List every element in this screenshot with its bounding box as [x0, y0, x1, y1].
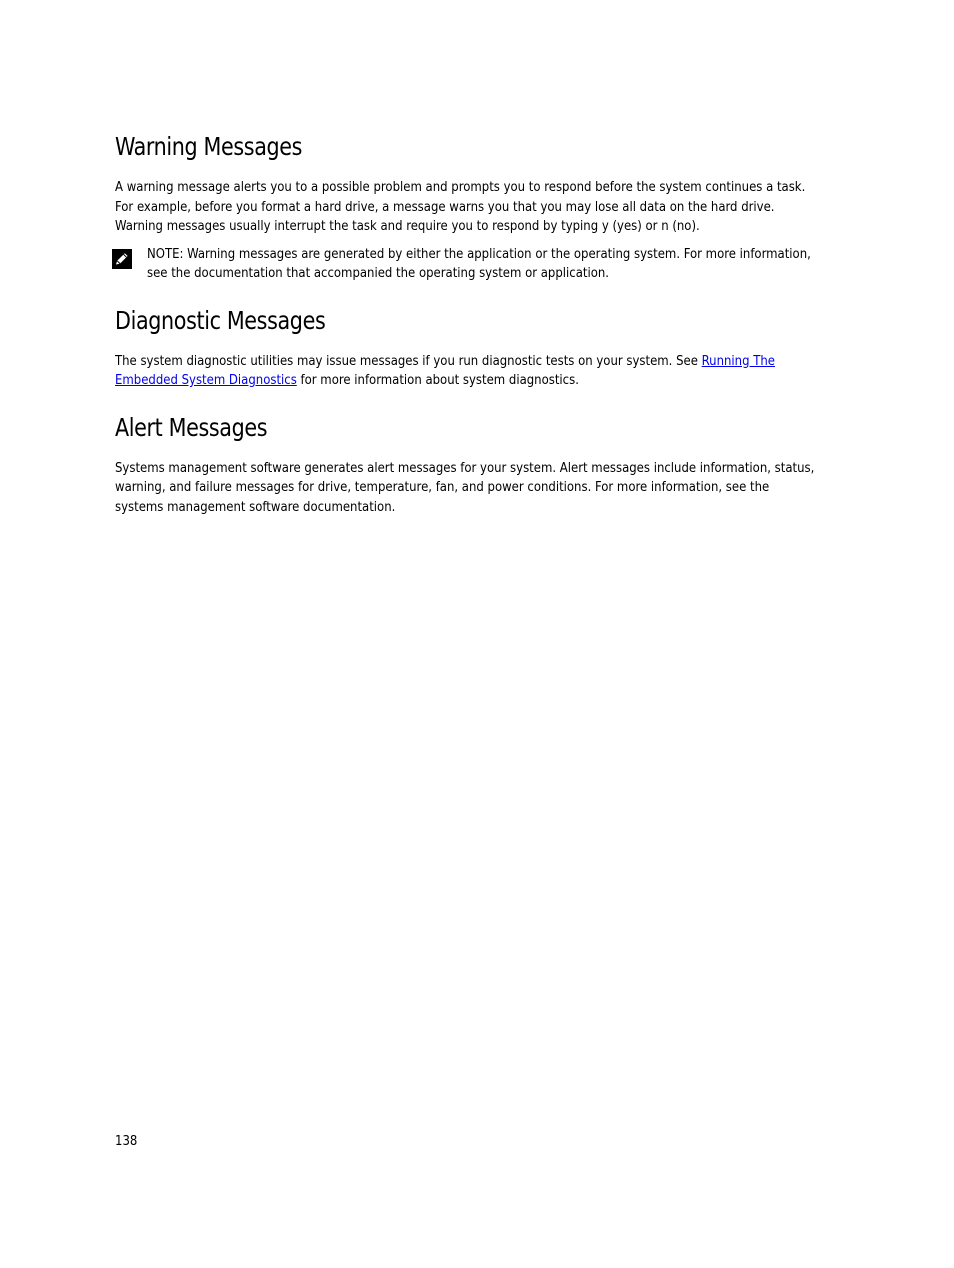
diagnostic-messages-paragraph: [115, 352, 815, 391]
page-number: 138: [115, 1134, 138, 1149]
diagnostic-text-after: for more information about system diagnostics.: [296, 373, 579, 388]
note-pencil-icon: [112, 249, 132, 269]
page-content: [115, 130, 815, 517]
alert-messages-heading: Alert Messages: [115, 412, 268, 442]
running-diagnostics-link[interactable]: Running The Embedded System Diagnostics: [115, 353, 775, 388]
warning-messages-paragraph: A warning message alerts you to a possible problem and prompts you to respond before the system continues a task. For example, before you format a hard drive, a message warns you that you may lose all data on the hard drive. Warning messages usually interrupt the task and require you to respond by typing y (yes) or n (no).: [115, 180, 806, 234]
note-text-line: [147, 245, 815, 284]
note-label: NOTE:: [147, 246, 184, 262]
alert-messages-paragraph: Systems management software generates alert messages for your system. Alert messages include information, status, warning, and failure messages for drive, temperature, fan, and power conditions. For more information, see the systems management software documentation.: [115, 460, 815, 515]
diagnostic-messages-heading: Diagnostic Messages: [115, 305, 326, 335]
note-text: Warning messages are generated by either the application or the operating system. For more information, see the documentation that accompanied the operating system or application.: [147, 246, 811, 281]
note-box: [115, 245, 815, 284]
diagnostic-text-before: The system diagnostic utilities may issue messages if you run diagnostic tests on your system. See: [115, 353, 702, 369]
warning-messages-heading: Warning Messages: [115, 132, 303, 161]
